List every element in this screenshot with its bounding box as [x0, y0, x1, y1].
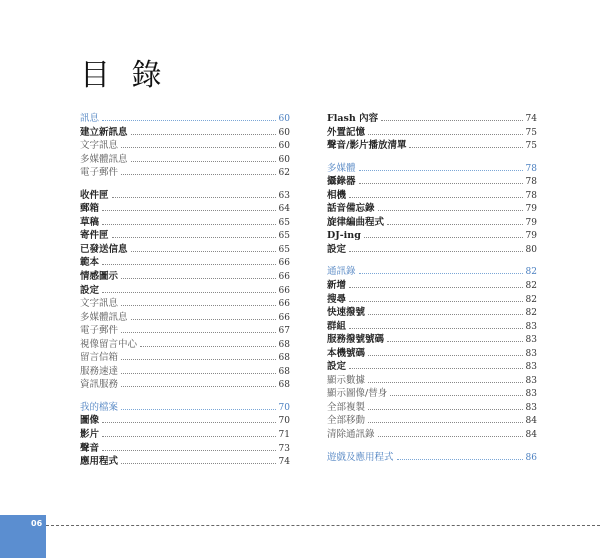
toc-entry-page: 79 — [525, 204, 537, 215]
dot-leader — [121, 174, 276, 175]
toc-entry-page: 65 — [278, 231, 290, 242]
toc-entry-page: 67 — [278, 326, 290, 337]
toc-entry[interactable] — [80, 414, 290, 428]
toc-entry[interactable] — [327, 112, 537, 126]
toc-entry[interactable] — [327, 139, 537, 153]
dot-leader — [378, 210, 523, 211]
toc-chapter-entry[interactable] — [327, 451, 537, 465]
dot-leader — [121, 332, 276, 333]
toc-entry[interactable] — [80, 442, 290, 456]
dot-leader — [359, 273, 523, 274]
toc-entry-label: 電子郵件 — [80, 167, 119, 179]
toc-entry[interactable] — [327, 320, 537, 334]
dot-leader — [368, 422, 523, 423]
dot-leader — [368, 382, 523, 383]
toc-entry-page: 79 — [525, 217, 537, 228]
toc-entry[interactable] — [80, 256, 290, 270]
toc-entry-label: 應用程式 — [80, 456, 119, 468]
toc-entry-page: 66 — [278, 299, 290, 310]
toc-entry-label: 寄件匣 — [80, 230, 109, 242]
toc-entry[interactable] — [80, 202, 290, 216]
toc-entry-label: 服務撥號號碼 — [327, 334, 385, 346]
dot-leader — [121, 278, 276, 279]
toc-entry[interactable] — [327, 126, 537, 140]
toc-entry-page: 82 — [525, 267, 537, 278]
dot-leader — [102, 436, 276, 437]
dashed-footer-line — [46, 525, 600, 526]
toc-entry[interactable] — [80, 284, 290, 298]
toc-entry[interactable] — [80, 297, 290, 311]
toc-entry-page: 68 — [278, 380, 290, 391]
toc-entry-label: 通訊錄 — [327, 266, 356, 278]
toc-entry-page: 80 — [525, 244, 537, 255]
toc-section — [327, 451, 537, 465]
toc-entry-label: 顯示圖像/替身 — [327, 388, 388, 400]
toc-entry-page: 60 — [278, 154, 290, 165]
toc-entry-page: 86 — [525, 452, 537, 463]
toc-entry-label: 我的檔案 — [80, 401, 119, 413]
toc-entry-label: 外置記憶 — [327, 126, 366, 138]
toc-entry-page: 78 — [525, 190, 537, 201]
dot-leader — [121, 463, 276, 464]
toc-entry-label: 快速撥號 — [327, 307, 366, 319]
toc-entry-page: 74 — [278, 457, 290, 468]
toc-entry-label: 聲音/影片播放清單 — [327, 140, 407, 152]
toc-entry-label: 草稿 — [80, 216, 100, 228]
dot-leader — [121, 409, 276, 410]
toc-entry-label: 設定 — [80, 284, 100, 296]
toc-entry[interactable] — [80, 378, 290, 392]
dot-leader — [349, 197, 523, 198]
toc-entry-page: 73 — [278, 443, 290, 454]
toc-entry-label: 顯示數據 — [327, 374, 366, 386]
toc-chapter-entry[interactable] — [327, 265, 537, 279]
toc-entry[interactable] — [327, 333, 537, 347]
toc-entry-page: 64 — [278, 204, 290, 215]
dot-leader — [359, 183, 523, 184]
toc-entry-page: 60 — [278, 141, 290, 152]
dot-leader — [387, 341, 523, 342]
toc-entry-page: 66 — [278, 272, 290, 283]
toc-right-column — [327, 112, 537, 473]
dot-leader — [121, 305, 276, 306]
dot-leader — [102, 264, 276, 265]
toc-chapter-entry[interactable] — [80, 401, 290, 415]
toc-chapter-entry[interactable] — [80, 112, 290, 126]
toc-entry-label: 遊戲及應用程式 — [327, 451, 394, 463]
dot-leader — [368, 409, 523, 410]
dot-leader — [390, 395, 522, 396]
toc-entry[interactable] — [80, 351, 290, 365]
toc-entry[interactable] — [327, 360, 537, 374]
toc-entry-label: 文字訊息 — [80, 140, 119, 152]
toc-entry-label: 圖像 — [80, 415, 100, 427]
toc-entry[interactable] — [80, 365, 290, 379]
toc-entry-label: Flash 內容 — [327, 113, 379, 124]
toc-section — [327, 112, 537, 153]
toc-entry-label: 郵箱 — [80, 203, 100, 215]
toc-section — [80, 112, 290, 180]
toc-entry-label: 全部移動 — [327, 415, 366, 427]
toc-entry-page: 75 — [525, 127, 537, 138]
dot-leader — [131, 161, 276, 162]
toc-entry[interactable] — [327, 306, 537, 320]
page-number-box — [0, 515, 46, 558]
toc-entry-page: 78 — [525, 177, 537, 188]
toc-entry-page: 60 — [278, 114, 290, 124]
toc-entry-label: 本機號碼 — [327, 347, 366, 359]
toc-entry-label: 群組 — [327, 320, 347, 332]
toc-entry-page: 68 — [278, 339, 290, 350]
dot-leader — [121, 359, 276, 360]
toc-entry[interactable] — [327, 401, 537, 415]
toc-entry[interactable] — [327, 428, 537, 442]
dot-leader — [381, 120, 522, 121]
toc-entry[interactable] — [327, 216, 537, 230]
toc-entry-page: 79 — [525, 231, 537, 242]
toc-entry-label: 搜尋 — [327, 293, 347, 305]
toc-entry-label: 電子郵件 — [80, 325, 119, 337]
toc-entry[interactable] — [80, 189, 290, 203]
toc-section — [327, 162, 537, 257]
toc-entry-page: 74 — [525, 114, 537, 124]
toc-entry[interactable] — [80, 311, 290, 325]
dot-leader — [102, 422, 276, 423]
toc-entry-page: 60 — [278, 127, 290, 138]
toc-entry[interactable] — [327, 243, 537, 257]
dot-leader — [112, 197, 276, 198]
dot-leader — [349, 251, 523, 252]
toc-entry-page: 68 — [278, 353, 290, 364]
toc-entry-page: 78 — [525, 163, 537, 174]
toc-entry[interactable] — [327, 279, 537, 293]
dot-leader — [131, 134, 276, 135]
toc-entry-page: 70 — [278, 402, 290, 413]
toc-entry-label: 聲音 — [80, 442, 100, 454]
dot-leader — [409, 147, 522, 148]
toc-entry[interactable] — [80, 216, 290, 230]
toc-entry-label: 資訊服務 — [80, 379, 119, 391]
toc-entry-page: 82 — [525, 308, 537, 319]
dot-leader — [131, 251, 276, 252]
toc-entry-page: 83 — [525, 348, 537, 359]
toc-entry-page: 65 — [278, 217, 290, 228]
toc-entry-page: 84 — [525, 430, 537, 441]
toc-entry[interactable] — [327, 175, 537, 189]
toc-left-column — [80, 112, 290, 478]
toc-entry-label: 範本 — [80, 257, 100, 269]
toc-entry-page: 66 — [278, 312, 290, 323]
dot-leader — [121, 147, 276, 148]
dot-leader — [121, 386, 276, 387]
toc-entry-label: 多媒體訊息 — [80, 153, 128, 165]
dot-leader — [368, 355, 523, 356]
dot-leader — [368, 314, 523, 315]
toc-entry-label: 已發送信息 — [80, 243, 128, 255]
toc-entry-label: 設定 — [327, 361, 347, 373]
toc-entry-page: 82 — [525, 294, 537, 305]
toc-entry-page: 83 — [525, 335, 537, 346]
toc-entry-page: 66 — [278, 285, 290, 296]
dot-leader — [364, 237, 523, 238]
dot-leader — [387, 224, 523, 225]
toc-entry-label: 全部複製 — [327, 401, 366, 413]
toc-entry[interactable] — [80, 270, 290, 284]
toc-entry-label: 多媒體訊息 — [80, 311, 128, 323]
page-title: 目 錄 — [80, 58, 168, 93]
toc-entry-label: DJ-ing — [327, 230, 361, 242]
toc-entry[interactable] — [80, 338, 290, 352]
toc-entry-label: 服務速達 — [80, 365, 119, 377]
toc-entry[interactable] — [80, 166, 290, 180]
dot-leader — [359, 170, 523, 171]
toc-entry-label: 建立新訊息 — [80, 126, 128, 138]
toc-entry[interactable] — [80, 428, 290, 442]
toc-entry[interactable] — [327, 202, 537, 216]
dot-leader — [368, 134, 523, 135]
toc-entry-label: 視像留言中心 — [80, 338, 138, 350]
toc-entry-page: 63 — [278, 190, 290, 201]
dot-leader — [112, 237, 276, 238]
dot-leader — [349, 287, 523, 288]
dot-leader — [349, 368, 523, 369]
toc-section — [80, 189, 290, 392]
toc-section — [80, 401, 290, 469]
toc-entry[interactable] — [327, 293, 537, 307]
toc-entry-page: 84 — [525, 416, 537, 427]
toc-entry-page: 83 — [525, 321, 537, 332]
toc-entry-label: 設定 — [327, 243, 347, 255]
toc-entry-page: 83 — [525, 389, 537, 400]
toc-entry-page: 71 — [278, 430, 290, 441]
toc-entry-label: 收件匣 — [80, 189, 109, 201]
toc-entry-page: 70 — [278, 416, 290, 427]
toc-entry-label: 相機 — [327, 189, 347, 201]
dot-leader — [102, 292, 276, 293]
toc-entry-label: 旋律編曲程式 — [327, 216, 385, 228]
toc-entry-label: 訊息 — [80, 113, 100, 124]
page-number: 06 — [31, 519, 43, 528]
toc-entry[interactable] — [80, 243, 290, 257]
toc-entry[interactable] — [327, 387, 537, 401]
toc-entry[interactable] — [80, 455, 290, 469]
dot-leader — [397, 459, 523, 460]
dot-leader — [121, 373, 276, 374]
dot-leader — [349, 328, 523, 329]
toc-entry-page: 68 — [278, 366, 290, 377]
toc-entry[interactable] — [80, 229, 290, 243]
toc-entry-label: 攝錄器 — [327, 176, 356, 188]
toc-section — [327, 265, 537, 441]
dot-leader — [378, 436, 523, 437]
toc-entry[interactable] — [80, 126, 290, 140]
dot-leader — [102, 120, 276, 121]
dot-leader — [140, 346, 276, 347]
dot-leader — [131, 319, 276, 320]
toc-entry-label: 留言信箱 — [80, 352, 119, 364]
toc-entry[interactable] — [327, 347, 537, 361]
toc-entry-label: 情感圖示 — [80, 271, 119, 283]
toc-entry[interactable] — [327, 414, 537, 428]
toc-entry-label: 清除通訊錄 — [327, 429, 375, 441]
toc-chapter-entry[interactable] — [327, 162, 537, 176]
dot-leader — [349, 301, 523, 302]
toc-entry-label: 影片 — [80, 429, 100, 441]
toc-entry-label: 新增 — [327, 280, 347, 292]
toc-entry-page: 65 — [278, 244, 290, 255]
dot-leader — [102, 210, 276, 211]
toc-entry-page: 75 — [525, 141, 537, 152]
toc-entry-page: 83 — [525, 402, 537, 413]
dot-leader — [102, 224, 276, 225]
toc-entry-page: 83 — [525, 375, 537, 386]
toc-entry-page: 62 — [278, 168, 290, 179]
toc-entry-page: 82 — [525, 281, 537, 292]
toc-entry[interactable] — [80, 139, 290, 153]
toc-entry[interactable] — [327, 229, 537, 243]
toc-entry[interactable] — [80, 324, 290, 338]
toc-entry-label: 話音備忘錄 — [327, 203, 375, 215]
toc-entry[interactable] — [80, 153, 290, 167]
toc-entry[interactable] — [327, 374, 537, 388]
toc-entry[interactable] — [327, 189, 537, 203]
dot-leader — [102, 450, 276, 451]
toc-entry-page: 83 — [525, 362, 537, 373]
toc-entry-page: 66 — [278, 258, 290, 269]
toc-entry-label: 多媒體 — [327, 162, 356, 174]
toc-entry-label: 文字訊息 — [80, 298, 119, 310]
